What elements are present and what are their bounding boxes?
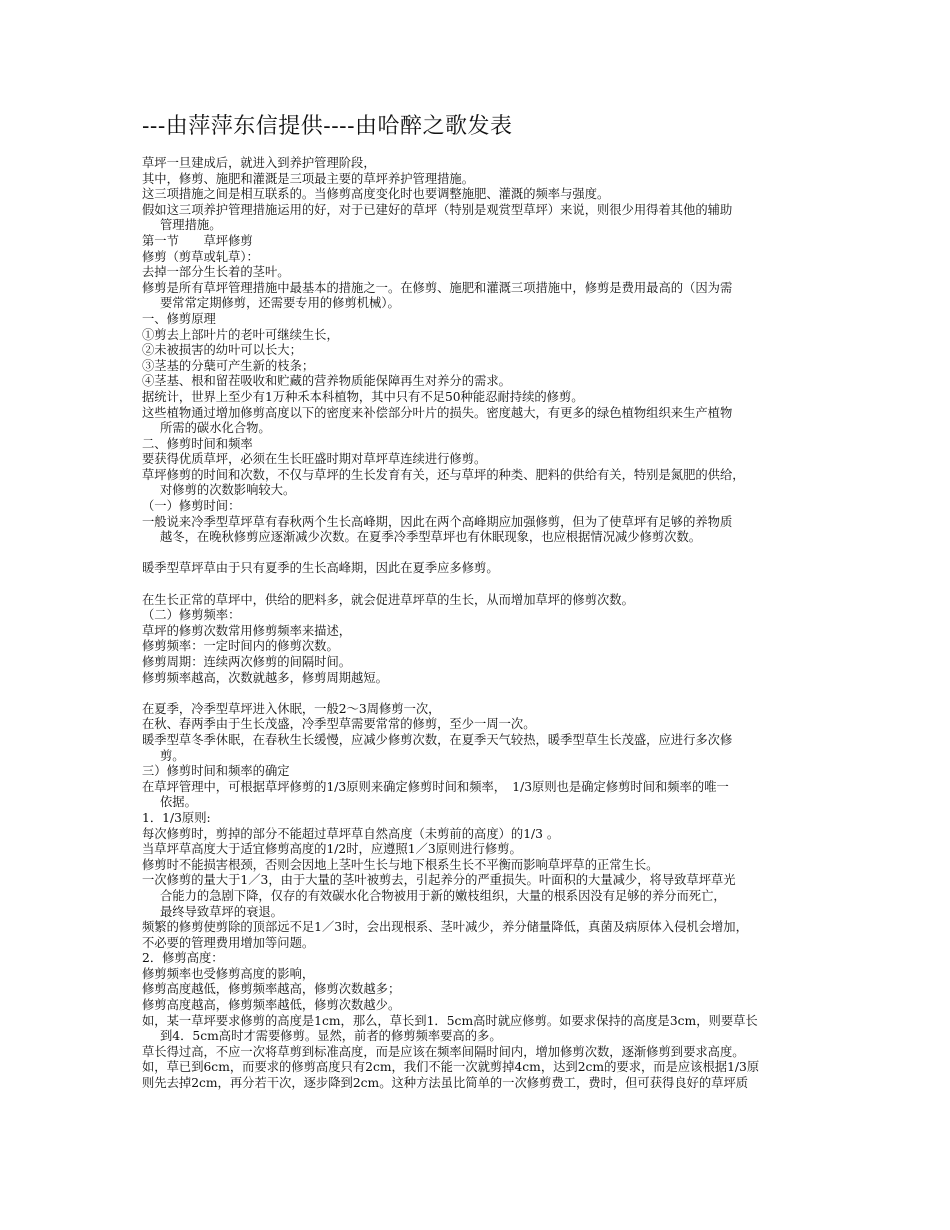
text-line: 修剪高度越高，修剪频率越低，修剪次数越少。 <box>142 998 401 1013</box>
text-line: 这三项措施之间是相互联系的。当修剪高度变化时也要调整施肥、灌溉的频率与强度。 <box>142 187 610 202</box>
text-line: 假如这三项养护管理措施运用的好，对于已建好的草坪（特别是观赏型草坪）来说，则很少用得着其他的辅助 <box>142 202 733 217</box>
text-line: 如，草已到6cm，而要求的修剪高度只有2cm，我们不能一次就剪掉4cm，达到2cm的要求，而是应该根据1/3原 <box>142 1060 760 1075</box>
text-line: 在生长正常的草坪中，供给的肥料多，就会促进草坪草的生长，从而增加草坪的修剪次数。 <box>142 592 634 607</box>
text-line-continuation: 最终导致草坪的衰退。 <box>160 904 283 919</box>
text-line: 则先去掉2cm，再分若干次，逐步降到2cm。这种方法虽比简单的一次修剪费工，费时，但可获得良好的草坪质 <box>142 1076 749 1091</box>
text-line: 一次修剪的量大于1／3，由于大量的茎叶被剪去，引起养分的严重损失。叶面积的大量减少，将导致草坪草光 <box>142 873 736 888</box>
text-line: 修剪周期：连续两次修剪的间隔时间。 <box>142 655 352 669</box>
text-line: 这些植物通过增加修剪高度以下的密度来补偿部分叶片的损失。密度越大，有更多的绿色植物组织来生产植物 <box>142 405 733 420</box>
text-line: 频繁的修剪使剪除的顶部远不足1／3时，会出现根系、茎叶减少，养分储量降低，真菌及病原体入侵机会增加， <box>142 920 748 935</box>
text-line: 第一节 草坪修剪 <box>142 233 253 248</box>
text-line-continuation: 越冬，在晚秋修剪应逐渐减少次数。在夏季冷季型草坪也有休眠现象，也应根据情况减少修剪次数。 <box>160 530 702 545</box>
text-line: 一、修剪原理 <box>142 311 216 326</box>
text-line-continuation: 依据。 <box>160 795 197 810</box>
text-line: （二）修剪频率： <box>142 608 241 623</box>
text-line-continuation: 要常常定期修剪，还需要专用的修剪机械）。 <box>160 296 400 311</box>
text-line: 如，某一草坪要求修剪的高度是1cm，那么，草长到1．5cm高时就应修剪。如要求保持的高度是3cm，则要草长 <box>142 1013 758 1028</box>
text-line-continuation: 合能力的急剧下降，仅存的有效碳水化合物被用于新的嫩枝组织，大量的根系因没有足够的养分而死亡， <box>160 888 726 903</box>
text-line: 1．1/3原则: <box>142 810 211 825</box>
text-line: 二、修剪时间和频率 <box>142 436 253 451</box>
text-line-continuation: 管理措施。 <box>160 218 222 233</box>
text-line: 草坪一旦建成后，就进入到养护管理阶段， <box>142 156 376 170</box>
text-line: 在秋、春两季由于生长茂盛，冷季型草需要常常的修剪，至少一周一次。 <box>142 717 536 732</box>
text-line-continuation: 到4．5cm高时才需要修剪。显然，前者的修剪频率要高的多。 <box>160 1029 502 1044</box>
text-line: 在草坪管理中，可根据草坪修剪的1/3原则来确定修剪时间和频率， 1/3原则也是确定修剪时间和频率的唯一 <box>142 779 729 794</box>
text-line: 去掉一部分生长着的茎叶。 <box>142 265 290 280</box>
text-line: 要获得优质草坪，必须在生长旺盛时期对草坪草连续进行修剪。 <box>142 452 487 467</box>
document-body <box>142 156 822 1092</box>
text-line: 一般说来冷季型草坪草有春秋两个生长高峰期，因此在两个高峰期应加强修剪，但为了使草坪有足够的养物质 <box>142 514 733 529</box>
text-line: ①剪去上部叶片的老叶可继续生长， <box>142 327 339 342</box>
text-line: 草坪的修剪次数常用修剪频率来描述， <box>142 623 352 638</box>
text-line: 2．修剪高度： <box>142 951 224 966</box>
text-line: 在夏季，冷季型草坪进入休眠，一般2～3周修剪一次， <box>142 701 441 716</box>
text-line: 修剪频率：一定时间内的修剪次数。 <box>142 639 339 654</box>
text-line: 暖季型草冬季休眠，在春秋生长缓慢，应减少修剪次数，在夏季天气较热，暖季型草生长茂盛，应进行多次修 <box>142 732 733 747</box>
text-line: ④茎基、根和留茬吸收和贮藏的营养物质能保障再生对养分的需求。 <box>142 374 511 389</box>
text-line-continuation: 对修剪的次数影响较大。 <box>160 483 296 498</box>
text-line: 每次修剪时，剪掉的部分不能超过草坪草自然高度（未剪前的高度）的1/3 。 <box>142 826 560 841</box>
text-line: ②未被损害的幼叶可以长大； <box>142 343 302 358</box>
text-line: 修剪（剪草或轧草）： <box>142 249 259 264</box>
text-line: 暖季型草坪草由于只有夏季的生长高峰期，因此在夏季应多修剪。 <box>142 561 499 576</box>
text-line: 据统计，世界上至少有1万种禾本科植物，其中只有不足50种能忍耐持续的修剪。 <box>142 389 584 404</box>
blank-line <box>142 577 822 593</box>
document-title: ---由萍萍东信提供----由哈醉之歌发表 <box>142 114 513 139</box>
text-line: 修剪频率也受修剪高度的影响， <box>142 966 315 981</box>
blank-line <box>142 546 822 562</box>
text-line: 修剪频率越高，次数就越多，修剪周期越短。 <box>142 670 388 685</box>
text-line: 草坪修剪的时间和次数，不仅与草坪的生长发育有关，还与草坪的种类、肥料的供给有关，特别是氮肥的供给， <box>142 467 745 482</box>
text-line: 三）修剪时间和频率的确定 <box>142 764 290 779</box>
text-line-continuation: 剪。 <box>160 748 185 763</box>
document-page <box>142 112 822 1092</box>
text-line-continuation: 所需的碳水化合物。 <box>160 421 271 436</box>
text-line: 不必要的管理费用增加等问题。 <box>142 935 315 950</box>
text-line: ③茎基的分蘖可产生新的枝条； <box>142 358 315 373</box>
text-line: 当草坪草高度大于适宜修剪高度的1/2时，应遵照1／3原则进行修剪。 <box>142 842 522 857</box>
text-line: （一）修剪时间： <box>142 499 241 514</box>
text-line: 草长得过高，不应一次将草剪到标准高度，而是应该在频率间隔时间内，增加修剪次数，逐渐修剪到要求高度。 <box>142 1044 745 1059</box>
text-line: 修剪是所有草坪管理措施中最基本的措施之一。在修剪、施肥和灌溉三项措施中，修剪是费用最高的（因为需 <box>142 280 733 295</box>
text-line: 修剪时不能损害根颈，否则会因地上茎叶生长与地下根系生长不平衡而影响草坪草的正常生长。 <box>142 857 659 872</box>
blank-line <box>142 686 822 702</box>
text-line: 其中，修剪、施肥和灌溉是三项最主要的草坪养护管理措施。 <box>142 171 475 186</box>
text-line: 修剪高度越低，修剪频率越高，修剪次数越多； <box>142 982 401 997</box>
